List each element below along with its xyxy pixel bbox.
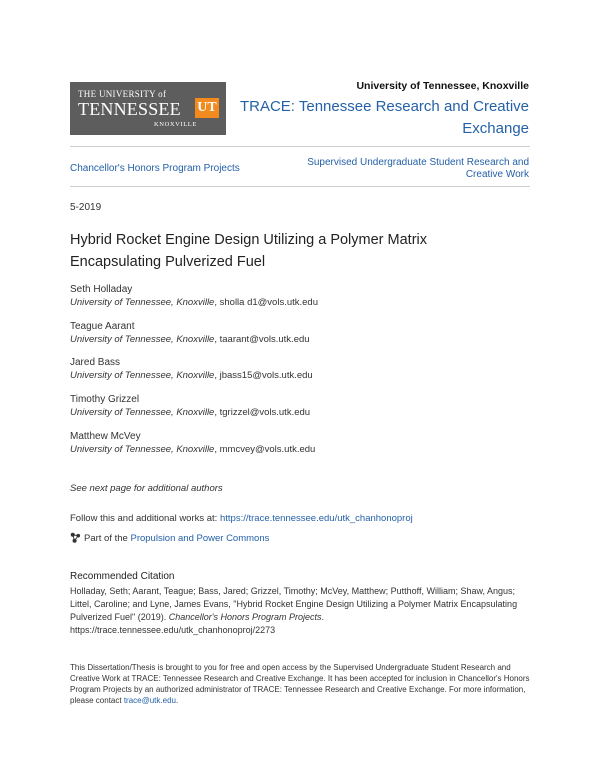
- citation-heading: Recommended Citation: [70, 571, 175, 582]
- university-name: University of Tennessee, Knoxville: [356, 80, 529, 92]
- footer-text: This Dissertation/Thesis is brought to you for free and open access by the Supervised Undergraduate Student Research and Creative Work at TRACE: Tennessee Research and Creative Exchange. It has been accepted for inclusion in Chancellor's Honors Program Projects by an authorized administrator of TRACE: Tennessee Research and Creative Exchange. For more information, please contact: [70, 663, 530, 705]
- contact-email-link[interactable]: trace@utk.edu: [123, 696, 176, 705]
- footer-notice: [70, 662, 530, 706]
- author-affiliation: University of Tennessee, Knoxville: [70, 444, 215, 455]
- commons-network-icon: [70, 532, 81, 543]
- author-name: Timothy Grizzel: [70, 394, 140, 405]
- author-email[interactable]: taarant@vols.utk.edu: [219, 334, 310, 345]
- author-email[interactable]: tgrizzel@vols.utk.edu: [219, 407, 311, 418]
- author-affiliation: University of Tennessee, Knoxville: [70, 407, 215, 418]
- author-affiliation: University of Tennessee, Knoxville: [70, 370, 215, 381]
- collection-url-link[interactable]: https://trace.tennessee.edu/utk_chanhonoproj: [219, 513, 413, 524]
- author-email[interactable]: mmcvey@vols.utk.edu: [219, 444, 316, 455]
- author-entry: Matthew McVey University of Tennessee, Knoxville, mmcvey@vols.utk.edu: [70, 431, 316, 455]
- publication-date: 5-2019: [70, 202, 102, 213]
- author-email[interactable]: sholla d1@vols.utk.edu: [219, 297, 318, 308]
- repository-link[interactable]: TRACE: Tennessee Research and Creative Exchange: [239, 98, 529, 137]
- citation-series: Chancellor's Honors Program Projects: [168, 612, 322, 622]
- part-of-line: [70, 532, 269, 544]
- logo-line-2: TENNESSEE: [78, 99, 181, 119]
- footer-end: .: [175, 696, 179, 705]
- breadcrumb-collection-link[interactable]: Chancellor's Honors Program Projects: [70, 163, 240, 174]
- citation-url: . https://trace.tennessee.edu/utk_chanhonoproj/2273: [70, 612, 325, 635]
- author-email[interactable]: jbass15@vols.utk.edu: [219, 370, 313, 381]
- citation-body: [70, 585, 530, 637]
- author-name: Jared Bass: [70, 357, 121, 368]
- author-entry: Teague Aarant University of Tennessee, Knoxville, taarant@vols.utk.edu: [70, 321, 310, 345]
- author-entry: Timothy Grizzel University of Tennessee, Knoxville, tgrizzel@vols.utk.edu: [70, 394, 311, 418]
- author-entry: Jared Bass University of Tennessee, Knoxville, jbass15@vols.utk.edu: [70, 357, 313, 381]
- divider-bottom: [70, 186, 530, 187]
- follow-text: Follow this and additional works at:: [70, 513, 220, 524]
- divider-top: [70, 146, 530, 147]
- author-affiliation: University of Tennessee, Knoxville: [70, 334, 215, 345]
- logo-ut-mark: UT: [195, 98, 219, 118]
- author-name: Teague Aarant: [70, 321, 135, 332]
- author-name: Seth Holladay: [70, 284, 133, 295]
- logo-line-1: THE UNIVERSITY of: [78, 89, 167, 99]
- breadcrumb-parent-link[interactable]: Supervised Undergraduate Student Research and Creative Work: [307, 157, 529, 180]
- document-title: Hybrid Rocket Engine Design Utilizing a Polymer Matrix Encapsulating Pulverized Fuel: [70, 232, 427, 270]
- citation-text: Holladay, Seth; Aarant, Teague; Bass, Jared; Grizzel, Timothy; McVey, Matthew; Putthoff, William; Shaw, Angus; Littel, Caroline; and Lyne, James Evans, "Hybrid Rocket Engine Design Utilizing a Polymer Matrix Encapsulating Pulverized Fuel" (2019).: [70, 586, 518, 622]
- discipline-link[interactable]: Propulsion and Power Commons: [130, 533, 270, 544]
- author-entry: Seth Holladay University of Tennessee, Knoxville, sholla d1@vols.utk.edu: [70, 284, 318, 308]
- additional-authors-note: See next page for additional authors: [70, 483, 223, 494]
- author-affiliation: University of Tennessee, Knoxville: [70, 297, 215, 308]
- part-of-text: Part of the: [84, 533, 131, 544]
- author-name: Matthew McVey: [70, 431, 141, 442]
- logo-line-3: KNOXVILLE: [154, 121, 197, 128]
- follow-line: [70, 513, 413, 524]
